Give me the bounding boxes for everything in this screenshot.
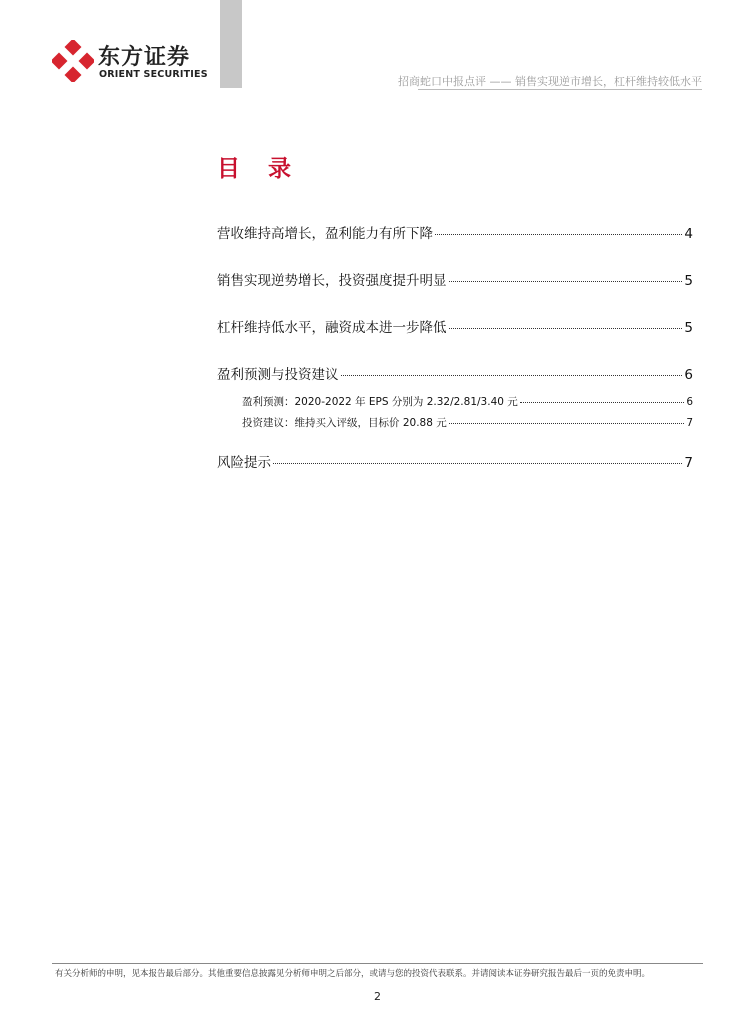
toc-entry-label: 营收维持高增长，盈利能力有所下降	[217, 226, 433, 242]
page-number: 2	[374, 990, 381, 1003]
toc-entry[interactable]	[217, 451, 693, 471]
toc-entry[interactable]	[217, 363, 693, 383]
toc-dot-leader	[273, 463, 682, 464]
orient-securities-logo	[52, 40, 212, 84]
toc-entry-page: 5	[684, 320, 693, 336]
toc-entry[interactable]	[217, 222, 693, 242]
toc-entry-page: 6	[686, 396, 693, 408]
toc-dot-leader	[449, 328, 683, 329]
footer-disclaimer: 有关分析师的申明，见本报告最后部分。其他重要信息披露见分析师申明之后部分，或请与您的投资代表联系。并请阅读本证券研究报告最后一页的免责申明。	[55, 969, 651, 979]
toc-dot-leader	[449, 423, 685, 424]
toc-subentry[interactable]	[242, 415, 693, 430]
toc-dot-leader	[341, 375, 683, 376]
toc-entry-page: 4	[684, 226, 693, 242]
toc-entry-page: 7	[684, 455, 693, 471]
toc-entry-label: 投资建议：维持买入评级，目标价 20.88 元	[242, 417, 447, 429]
report-header-title: 招商蛇口中报点评 —— 销售实现逆市增长，杠杆维持较低水平	[398, 75, 702, 88]
toc-entry[interactable]	[217, 269, 693, 289]
toc-entry-label: 盈利预测：2020-2022 年 EPS 分别为 2.32/2.81/3.40 元	[242, 396, 518, 408]
toc-entry-page: 5	[684, 273, 693, 289]
toc-entry-label: 风险提示	[217, 455, 271, 471]
toc-title: 目 录	[217, 156, 302, 182]
toc-entry-page: 6	[684, 367, 693, 383]
logo-name-cn: 东方证券	[98, 45, 191, 70]
toc-entry-label: 销售实现逆势增长，投资强度提升明显	[217, 273, 447, 289]
logo-name-en: ORIENT SECURITIES	[99, 69, 208, 80]
header-divider	[418, 89, 702, 90]
toc-dot-leader	[520, 402, 685, 403]
logo-mark-icon	[52, 40, 94, 82]
toc-dot-leader	[435, 234, 682, 235]
toc-dot-leader	[449, 281, 683, 282]
toc-entry[interactable]	[217, 316, 693, 336]
footer-divider	[52, 963, 703, 964]
toc-entry-page: 7	[686, 417, 693, 429]
header-gray-bar	[220, 0, 242, 88]
toc-entry-label: 杠杆维持低水平，融资成本进一步降低	[217, 320, 447, 336]
toc-entry-label: 盈利预测与投资建议	[217, 367, 339, 383]
toc-subentry[interactable]	[242, 394, 693, 409]
